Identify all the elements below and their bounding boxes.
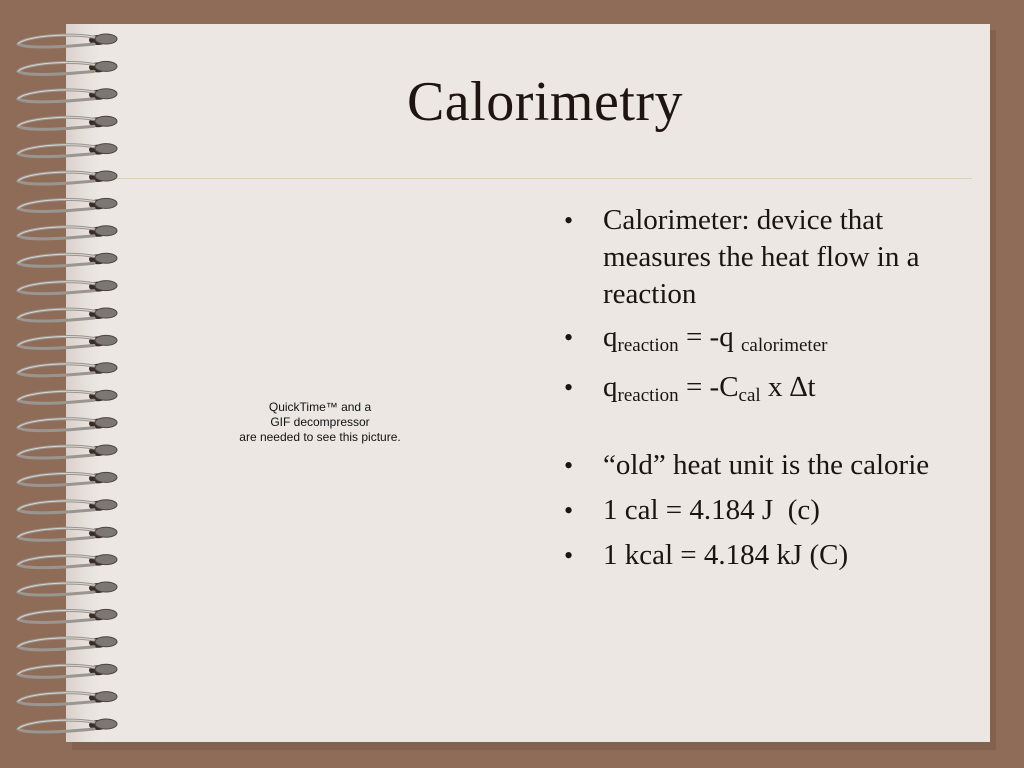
wire-loop — [18, 391, 98, 403]
wire-loop — [18, 309, 98, 321]
wire-loop — [18, 638, 98, 650]
bullet-item — [560, 369, 960, 414]
wire-end — [95, 144, 117, 154]
spiral-ring — [18, 61, 117, 74]
bullet-dot: • — [564, 496, 574, 525]
wire-end — [95, 719, 117, 729]
equation-middle: = -C — [678, 371, 739, 403]
equation-q: q — [603, 321, 618, 353]
wire-end — [95, 308, 117, 318]
bullet-text: 1 cal = 4.184 J (c) — [603, 494, 820, 526]
placeholder-line: are needed to see this picture. — [239, 430, 401, 444]
wire-end — [95, 692, 117, 702]
subscript-reaction: reaction — [617, 385, 679, 406]
wire-end — [95, 664, 117, 674]
wire-loop — [18, 528, 98, 540]
spiral-ring — [18, 308, 117, 321]
spiral-ring — [18, 144, 117, 157]
wire-end — [95, 61, 117, 71]
wire-loop — [18, 35, 98, 47]
bullet-dot: • — [564, 373, 574, 402]
wire-end — [95, 609, 117, 619]
wire-end — [95, 472, 117, 482]
wire-loop — [18, 172, 98, 184]
wire-end — [95, 335, 117, 345]
bullet-list — [560, 202, 960, 574]
wire-loop — [18, 254, 98, 266]
wire-end — [95, 89, 117, 99]
bullet-text: Calorimeter: device that measures the heat flow in a reaction — [603, 204, 920, 310]
wire-end — [95, 418, 117, 428]
wire-end — [95, 363, 117, 373]
bullet-item — [560, 202, 960, 313]
spiral-ring — [18, 171, 117, 184]
wire-end — [95, 527, 117, 537]
bullet-item — [560, 537, 960, 574]
wire-loop — [18, 419, 98, 431]
spiral-ring — [18, 226, 117, 239]
spiral-ring — [18, 609, 117, 622]
wire-loop — [18, 556, 98, 568]
spiral-ring — [18, 418, 117, 431]
title-divider — [110, 178, 972, 179]
wire-end — [95, 281, 117, 291]
wire-end — [95, 445, 117, 455]
quicktime-placeholder — [200, 400, 440, 445]
wire-end — [95, 171, 117, 181]
wire-loop — [18, 446, 98, 458]
wire-loop — [18, 665, 98, 677]
placeholder-line: GIF decompressor — [270, 415, 370, 429]
spiral-ring — [18, 281, 117, 294]
subscript-calorimeter: calorimeter — [740, 335, 828, 356]
spiral-ring — [18, 500, 117, 513]
bullet-text: “old” heat unit is the calorie — [603, 449, 930, 481]
wire-end — [95, 582, 117, 592]
spiral-ring — [18, 253, 117, 266]
spiral-ring — [18, 445, 117, 458]
wire-loop — [18, 611, 98, 623]
wire-end — [95, 637, 117, 647]
wire-loop — [18, 720, 98, 732]
bullet-item — [560, 447, 960, 484]
equation-q: q — [603, 371, 618, 403]
bullet-dot: • — [564, 323, 574, 352]
bullet-text: 1 kcal = 4.184 kJ (C) — [603, 539, 849, 571]
wire-end — [95, 555, 117, 565]
spiral-ring — [18, 472, 117, 485]
spiral-ring — [18, 198, 117, 211]
equation-middle: = -q — [678, 321, 741, 353]
wire-loop — [18, 117, 98, 129]
wire-loop — [18, 474, 98, 486]
bullet-dot: • — [564, 451, 574, 480]
bullet-item — [560, 492, 960, 529]
wire-end — [95, 34, 117, 44]
spiral-binding — [14, 24, 124, 746]
spiral-ring — [18, 390, 117, 403]
wire-loop — [18, 501, 98, 513]
wire-loop — [18, 364, 98, 376]
wire-loop — [18, 200, 98, 212]
spiral-ring — [18, 637, 117, 650]
subscript-reaction: reaction — [617, 335, 679, 356]
spiral-ring — [18, 335, 117, 348]
spiral-ring — [18, 527, 117, 540]
bullet-dot: • — [564, 206, 574, 235]
placeholder-line: QuickTime™ and a — [268, 400, 372, 414]
slide-title: Calorimetry — [406, 71, 684, 133]
spiral-ring — [18, 89, 117, 102]
equation-tail: x ∆t — [760, 371, 816, 403]
wire-loop — [18, 337, 98, 349]
wire-loop — [18, 282, 98, 294]
wire-loop — [18, 227, 98, 239]
wire-end — [95, 500, 117, 510]
wire-loop — [18, 583, 98, 595]
wire-loop — [18, 145, 98, 157]
wire-loop — [18, 63, 98, 75]
spiral-ring — [18, 582, 117, 595]
bullet-dot: • — [564, 541, 574, 570]
spiral-ring — [18, 116, 117, 129]
wire-loop — [18, 90, 98, 102]
spiral-ring — [18, 363, 117, 376]
wire-end — [95, 116, 117, 126]
wire-end — [95, 226, 117, 236]
bullet-spacer — [560, 414, 960, 442]
subscript-cal: cal — [738, 385, 761, 406]
wire-end — [95, 253, 117, 263]
wire-end — [95, 390, 117, 400]
spiral-ring — [18, 664, 117, 677]
bullet-item — [560, 319, 960, 364]
wire-loop — [18, 693, 98, 705]
spiral-ring — [18, 719, 117, 732]
wire-end — [95, 198, 117, 208]
spiral-ring — [18, 692, 117, 705]
spiral-ring — [18, 555, 117, 568]
spiral-ring — [18, 34, 117, 47]
